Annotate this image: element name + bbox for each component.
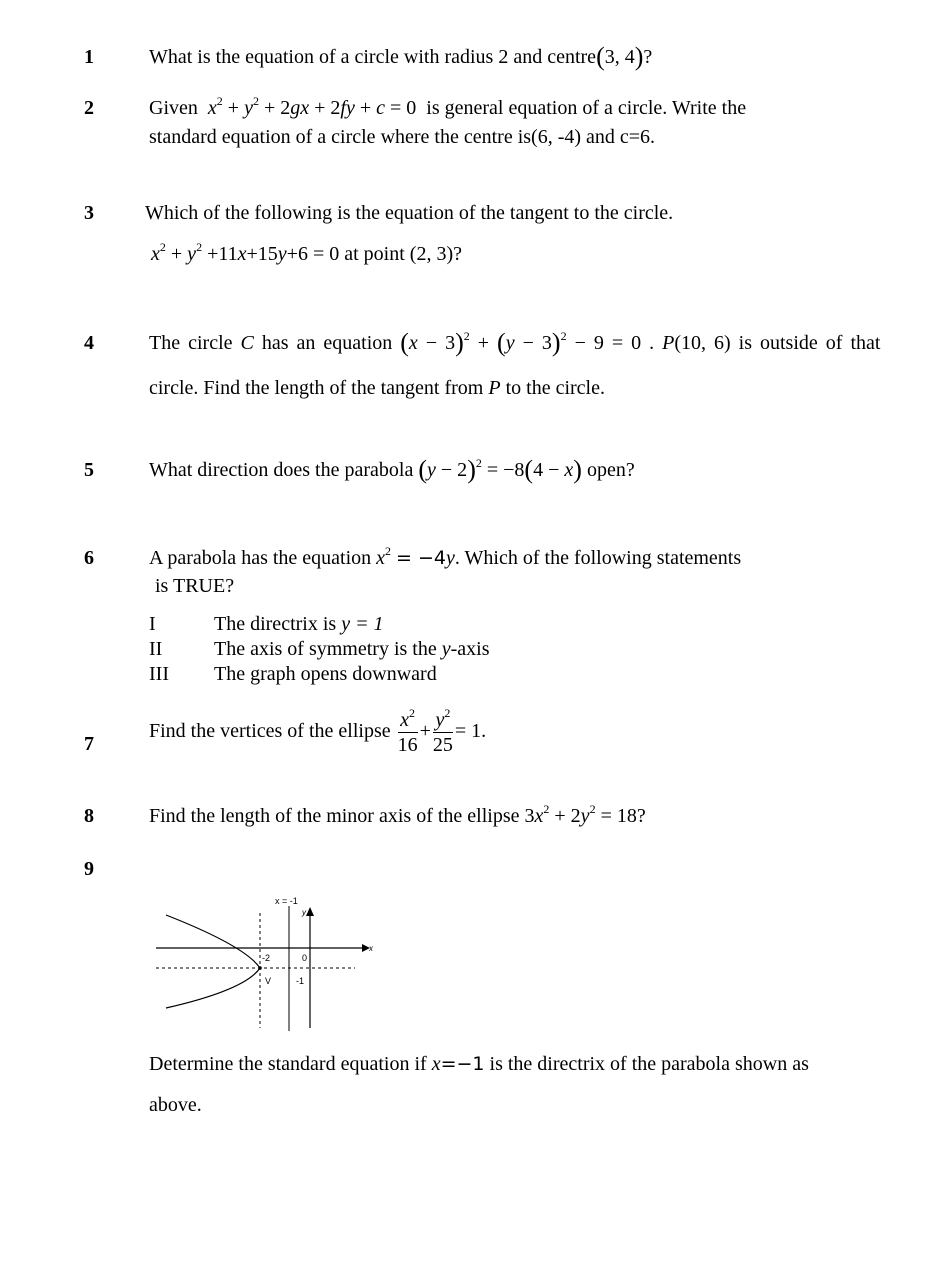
question-1-centre: 3, 4 <box>604 46 635 68</box>
question-4-line2a: circle. Find the length of the tangent from <box>149 377 484 399</box>
circle-c-equation: $(x - 3)^2 + (y - 3)^2 - 9 = 0$ . <box>400 328 655 357</box>
question-4-line2b: to the circle. <box>505 377 605 399</box>
question-4-line-1 <box>149 328 881 357</box>
option-ii <box>149 638 490 661</box>
option-ii-math: y <box>441 638 451 660</box>
option-iii-label: III <box>149 663 169 685</box>
ellipse-8-equation: $3x^2 + 2y^2 = 18$ <box>524 802 637 827</box>
question-number-8: 8 <box>84 805 94 827</box>
vertex-point <box>258 966 262 970</box>
question-number-3: 3 <box>84 202 94 224</box>
question-3-post: at point (2, 3)? <box>344 243 462 265</box>
parabola-5-equation: $(y - 2)^2 = -8(4 - x)$ <box>418 455 582 484</box>
question-2-line-1 <box>149 94 747 120</box>
question-8 <box>149 802 646 828</box>
question-4-line-2 <box>149 377 605 400</box>
parabola-graph <box>150 888 380 1038</box>
question-number-5: 5 <box>84 459 94 481</box>
option-iii-text: The graph opens downward <box>214 663 437 685</box>
question-1-text: What is the equation of a circle with radius 2 and centre <box>149 46 597 68</box>
option-ii-tail: -axis <box>450 638 490 660</box>
option-i-text: The directrix is <box>214 613 337 635</box>
question-2-line-2: standard equation of a circle where the centre is(6, -4) and c=6. <box>149 126 656 148</box>
question-4-point-name: P <box>662 332 675 354</box>
question-8-end: ? <box>636 805 646 827</box>
ellipse-fraction-x: $\frac{x^2}{16}$ <box>397 706 418 756</box>
question-6-line-1 <box>149 544 742 570</box>
question-6-pre: A parabola has the equation <box>149 547 372 569</box>
tick-label-0: 0 <box>302 953 308 963</box>
x-axis-label: x <box>369 944 373 953</box>
question-number-7: 7 <box>84 733 94 755</box>
question-6-post: . Which of the following statements <box>454 547 742 569</box>
question-9-line-1 <box>149 1053 809 1076</box>
question-number-6: 6 <box>84 547 94 569</box>
question-number-9: 9 <box>84 858 94 880</box>
y-axis-label: y <box>302 908 306 917</box>
question-5 <box>149 455 635 484</box>
question-9-post: is the directrix of the parabola shown as <box>489 1053 809 1075</box>
question-4-line2-point: P <box>488 377 501 399</box>
option-ii-label: II <box>149 638 163 660</box>
question-9-line-2: above. <box>149 1094 202 1116</box>
question-1: What is the equation of a circle with radius 2 and centre(3, 4)? <box>149 42 653 71</box>
question-4-circle-name: C <box>240 332 254 354</box>
question-8-pre: Find the length of the minor axis of the ellipse <box>149 805 520 827</box>
vertex-label: V <box>265 976 272 986</box>
question-number-4: 4 <box>84 332 94 354</box>
option-i-math: y = 1 <box>341 613 384 635</box>
question-2-pre: Given <box>149 97 198 119</box>
question-5-pre: What direction does the parabola <box>149 459 414 481</box>
parabola-curve <box>166 915 260 1008</box>
parabola-6-equation: $x^2 = -4y$ <box>376 544 455 569</box>
question-6-line-2: is TRUE? <box>155 575 235 597</box>
question-1-end: ? <box>643 46 653 68</box>
question-5-post: open? <box>586 459 635 481</box>
y-axis-arrow-icon <box>306 907 314 916</box>
option-ii-text: The axis of symmetry is the <box>214 638 437 660</box>
question-3-line-1: Which of the following is the equation of the tangent to the circle. <box>145 202 674 224</box>
question-number-2: 2 <box>84 97 94 119</box>
question-2-post: is general equation of a circle. Write the <box>426 97 747 119</box>
tick-label-neg2: -2 <box>262 953 271 963</box>
question-7: Find the vertices of the ellipse $\frac{x^2}{16}$ + $\frac{y^2}{25}$ = 1. <box>149 706 487 756</box>
directrix-equation: x=−1 <box>431 1053 485 1075</box>
directrix-label: x = -1 <box>275 896 298 906</box>
question-7-pre: Find the vertices of the ellipse <box>149 720 391 743</box>
option-iii <box>149 663 437 686</box>
question-9-pre: Determine the standard equation if <box>149 1053 427 1075</box>
option-i-label: I <box>149 613 156 635</box>
question-3-line-2 <box>151 240 462 266</box>
question-4-mid: has an equation <box>261 332 393 354</box>
question-number-1: 1 <box>84 46 94 68</box>
tick-label-neg1: -1 <box>296 976 305 986</box>
tangent-circle-equation: $x^2 + y^2 +11x+15y+6 = 0$ <box>151 240 340 265</box>
ellipse-fraction-y: $\frac{y^2}{25}$ <box>432 706 453 756</box>
question-4-pre: The circle <box>149 332 233 354</box>
option-i <box>149 613 384 636</box>
general-circle-equation: $x^2 + y^2 + 2gx + 2fy + c = 0$ <box>207 94 422 119</box>
question-4-post: (10, 6) is outside of that <box>674 332 881 354</box>
